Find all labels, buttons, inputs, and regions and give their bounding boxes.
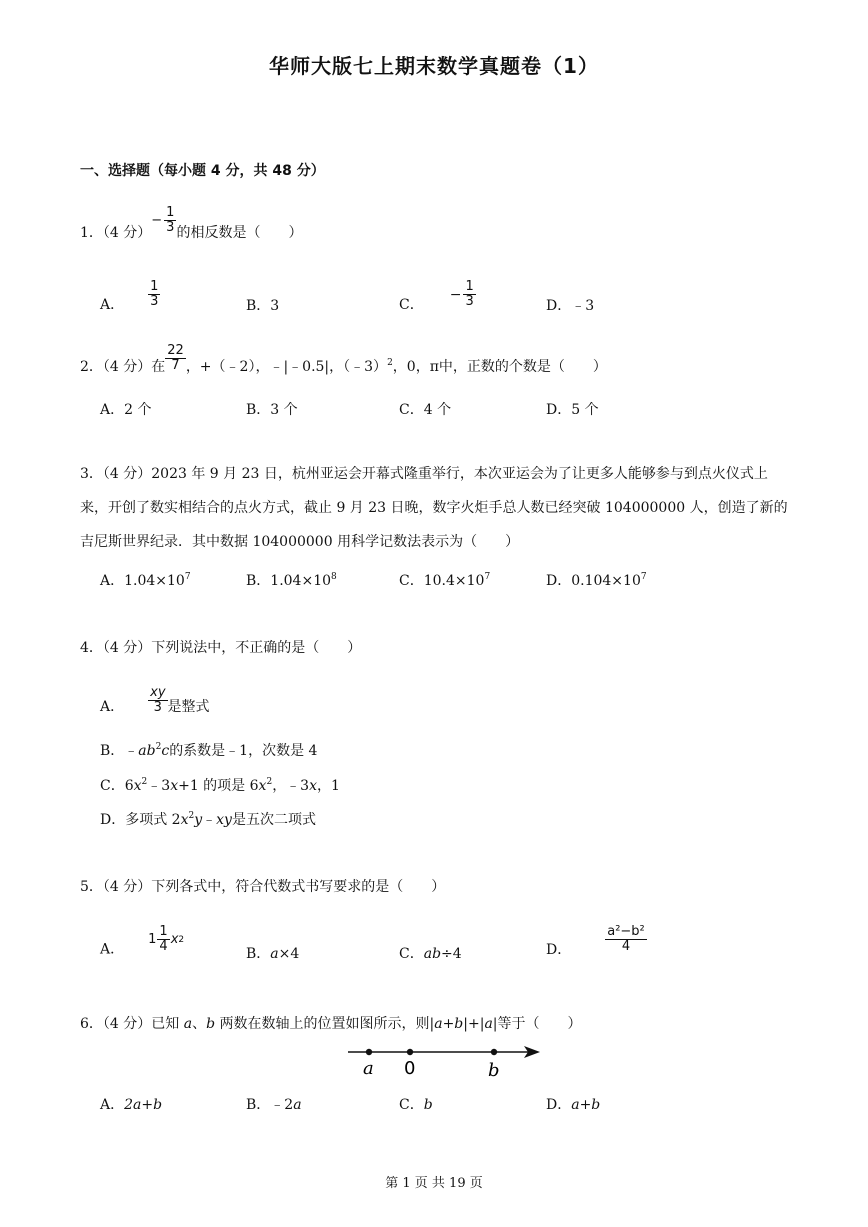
q4-opt-d-1: D．多项式 2 [100,812,181,828]
q5-opt-a-mixed: 1 $\frac{1}{4}$ x 2 [148,924,185,955]
q4-opt-c-1: C．6 [100,778,134,794]
q4-opt-b-c: c [161,743,170,759]
q6-option-b[interactable] [246,1094,302,1114]
q5-opt-a-whole: 1 [148,932,157,948]
q4-option-b[interactable] [100,740,317,760]
q5-option-b[interactable] [246,943,299,963]
q2-option-c[interactable]: C．4 个 [399,402,452,418]
q4-opt-a-suffix: 是整式 [167,698,210,715]
q6-var-b: b [206,1016,216,1032]
q1-option-b[interactable]: B．3 [246,298,280,314]
point-zero [407,1049,413,1055]
q6-opt-b-expr: a [293,1097,302,1113]
q1-opt-a-den: 3 [150,294,159,310]
q6-stem-4: |+| [463,1016,485,1032]
q4-opt-c-x4: x [309,778,318,794]
q6-var-a: a [183,1016,193,1032]
q4-opt-c-x2: x [170,778,179,794]
q1-fraction [151,206,176,236]
q6-opt-d-expr: a+b [571,1097,601,1113]
q3-opt-a-text: A．1.04×10 [100,573,185,589]
label-zero: 0 [404,1058,416,1079]
q2-fraction [165,344,186,374]
q5-opt-b-rest: ×4 [278,946,300,962]
q6-expr-1: a+b [434,1016,464,1032]
q1-suffix: 的相反数是（ ） [176,224,303,241]
q4-opt-d-2: ﹣ [202,812,217,828]
q1-frac-den: 3 [166,220,175,236]
q4-opt-d-xy: xy [216,812,232,828]
q6-opt-c-label: C． [399,1097,424,1113]
page-title: 华师大版七上期末数学真题卷（1） [269,54,599,78]
q5-opt-b-a: a [270,946,279,962]
q4-opt-c-2: ﹣3 [147,778,171,794]
q5-opt-d-label: D． [546,941,572,958]
page-footer: 第 1 页 共 19 页 [385,1176,483,1191]
q4-opt-c-x3: x [258,778,267,794]
q3-option-a[interactable] [100,570,191,590]
q2-suffix: ，+（﹣2），﹣|﹣0.5|，（﹣3） [185,358,388,375]
q3-opt-d-sup: 7 [640,572,647,582]
q6-expr-2: a [484,1016,493,1032]
q2-prefix: 2．（4 分）在 [80,358,166,375]
q1-frac-num: 1 [166,205,175,220]
number-line [340,1038,550,1080]
q6-option-a[interactable] [100,1094,162,1114]
q1-opt-c-frac [450,280,476,310]
q4-option-d[interactable] [100,809,316,829]
q4-option-a[interactable] [100,685,210,722]
q1-opt-c-sign: − [449,286,462,303]
q4-opt-c-x: x [133,778,142,794]
q1-opt-a-num: 1 [150,279,159,294]
q6-option-c[interactable] [399,1094,433,1114]
q4-opt-c-sup: 2 [141,777,148,787]
section-heading: 一、选择题（每小题 4 分，共 48 分） [80,163,325,179]
question-1-stem [80,205,303,248]
q5-opt-c-rest: ÷4 [441,946,462,962]
q4-opt-b-1: B．﹣ [100,743,139,759]
q1-opt-c-label: C． [399,296,424,313]
q6-opt-a-expr: 2a+b [124,1097,163,1113]
q3-option-c[interactable] [399,570,490,590]
q1-option-c[interactable] [399,279,476,320]
q4-opt-c-sup2: 2 [266,777,273,787]
point-a [366,1049,372,1055]
q1-frac-sign: − [151,212,163,228]
q5-opt-d-frac [605,925,647,955]
q4-opt-a-den: 3 [153,700,162,716]
q6-opt-c-expr: b [423,1097,433,1113]
q4-opt-b-sup: 2 [155,742,162,752]
q4-opt-d-y: y [194,812,203,828]
label-a: a [363,1058,374,1079]
q6-stem-1: 6．（4 分）已知 [80,1016,184,1032]
q5-opt-d-num: a²−b² [607,924,645,939]
q4-opt-d-3: 是五次二项式 [231,812,316,828]
question-6-stem [80,1013,582,1033]
q2-sup: 2 [387,357,393,368]
q5-opt-d-den: 4 [621,939,631,955]
q5-opt-a-den: 4 [159,939,168,955]
q6-stem-5: |等于（ ） [492,1016,582,1032]
q3-opt-c-sup: 7 [484,572,491,582]
point-b [491,1049,497,1055]
q2-option-a[interactable]: A．2 个 [100,402,152,418]
question-3-stem: 3．（4 分）2023 年 9 月 23 日，杭州亚运会开幕式隆重举行，本次亚运会为了让更多人能够参与到点火仪式上来，开创了数实相结合的点火方式，截止 9 月 23 日晚，数字火炬手总人数已经突破 104000000 人，创造了新的吉尼斯世界纪录．其中数据 104000000 用科学记数法表示为（ ） [80,466,788,550]
q4-opt-a-frac [148,686,167,716]
q3-opt-a-sup: 7 [184,572,191,582]
q2-option-b[interactable]: B．3 个 [246,402,298,418]
q1-prefix: 1．（4 分） [80,224,152,241]
q1-opt-a-frac [148,280,160,310]
q3-opt-b-text: B．1.04×10 [246,573,332,589]
q1-opt-c-num: 1 [465,279,474,294]
q5-opt-c-label: C． [399,946,424,962]
q5-opt-c-ab: ab [423,946,442,962]
q6-opt-d-label: D． [546,1097,572,1113]
q5-opt-a-label: A． [100,941,125,958]
q4-opt-c-5: ，1 [317,778,340,794]
q5-option-d[interactable] [546,924,647,965]
q1-opt-a-label: A． [100,296,125,313]
q4-opt-a-num: xy [150,685,166,700]
q6-opt-b-label: B．﹣2 [246,1097,294,1113]
q6-opt-a-label: A． [100,1097,125,1113]
q3-option-d[interactable] [546,570,647,590]
question-2-stem [80,343,607,382]
question-4-stem: 4．（4 分）下列说法中，不正确的是（ ） [80,640,362,656]
q3-opt-b-sup: 8 [331,572,337,582]
q3-opt-c-text: C．10.4×10 [399,573,485,589]
q5-opt-a-num: 1 [159,924,168,939]
q5-opt-a-x: x [170,932,179,948]
q4-opt-b-ab: ab [138,743,156,759]
q4-opt-b-2: 的系数是﹣1，次数是 4 [169,743,318,759]
q5-option-c[interactable] [399,943,462,963]
q1-option-a[interactable] [100,279,160,320]
question-5-stem: 5．（4 分）下列各式中，符合代数式书写要求的是（ ） [80,879,446,895]
q4-opt-a-label: A． [100,698,125,715]
q6-stem-3: 两数在数轴上的位置如图所示，则| [215,1016,435,1032]
q2-frac-num: 22 [167,343,184,358]
q2-frac-den: 7 [171,358,180,374]
q2-suffix2: ，0，π中，正数的个数是（ ） [392,358,607,375]
q6-option-d[interactable] [546,1094,600,1114]
label-b: b [488,1060,500,1080]
q4-opt-d-sup: 2 [188,811,195,821]
q4-opt-c-3: +1 的项是 6 [178,778,259,794]
q6-stem-2: 、 [192,1016,207,1032]
q4-option-c[interactable] [100,775,340,795]
q3-opt-d-text: D．0.104×10 [546,573,641,589]
q5-opt-b-label: B． [246,946,271,962]
q4-opt-c-4: ，﹣3 [272,778,310,794]
q1-option-d[interactable]: D．﹣3 [546,298,595,314]
q2-option-d[interactable]: D．5 个 [546,402,599,418]
q3-option-b[interactable] [246,570,337,590]
q5-option-a[interactable] [100,924,185,965]
q1-opt-c-den: 3 [465,294,474,310]
q4-opt-d-x: x [180,812,189,828]
